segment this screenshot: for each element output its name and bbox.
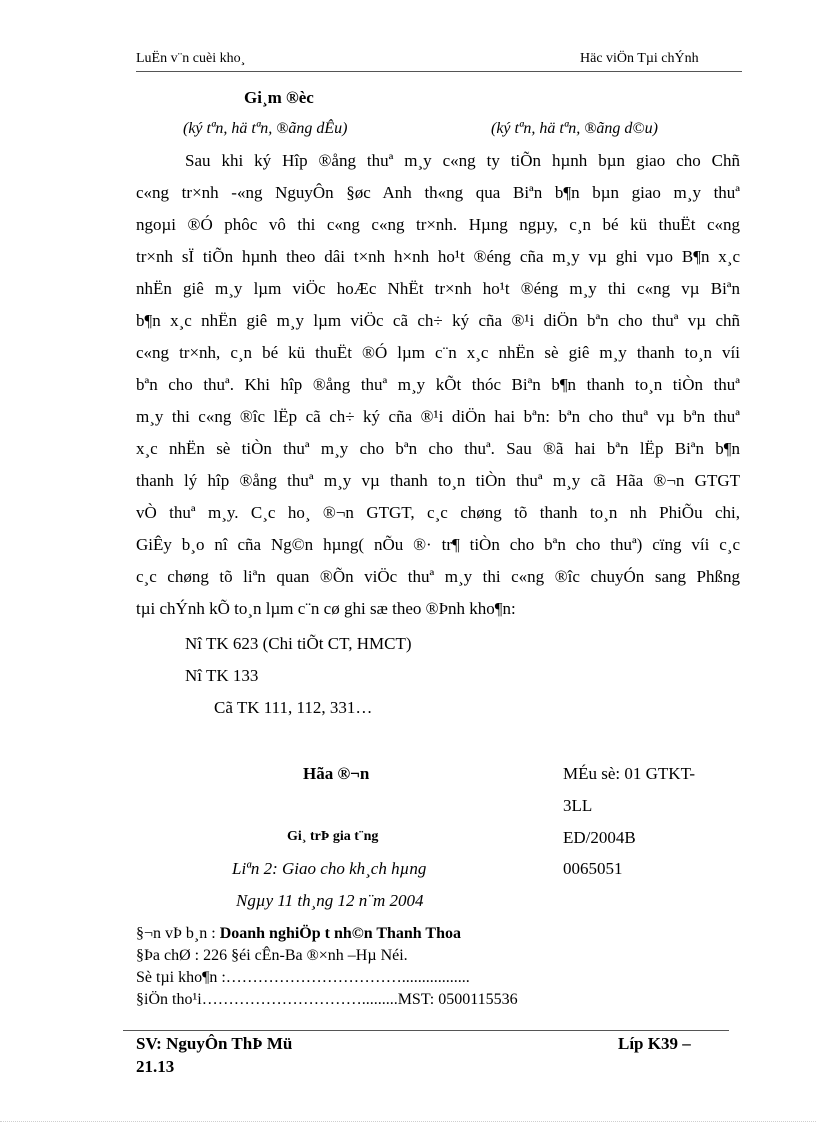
entry-credit: Cã TK 111, 112, 331… <box>214 698 373 717</box>
entry-debit-623: Nî TK 623 (Chi tiÕt CT, HMCT) <box>185 634 412 653</box>
invoice-title: Hãa ®¬n <box>303 764 370 783</box>
entry-debit-133: Nî TK 133 <box>185 666 259 685</box>
signature-left-note: (ký tªn, hä tªn, ®ãng dÊu) <box>183 120 348 137</box>
invoice-date: Ngµy 11 th¸ng 12 n¨m 2004 <box>236 891 424 910</box>
header-left: LuËn v¨n cuèi kho¸ <box>136 51 246 66</box>
paragraph-line: GiÊy b¸o nî cña Ng©n hµng( nÕu ®· tr¶ tiÒn cho bªn cho thuª) cïng víi c¸c <box>136 535 740 554</box>
signature-title: Gi¸m ®èc <box>244 88 314 107</box>
invoice-series: ED/2004B <box>563 828 636 847</box>
header-rule <box>136 71 742 72</box>
footer-student-cont: 21.13 <box>136 1057 175 1076</box>
seller-label: §¬n vÞ b¸n : <box>136 925 220 942</box>
seller-account: Sè tµi kho¶n :……………………………................. <box>136 969 470 986</box>
paragraph-line: tr×nh sÏ tiÕn hµnh theo dâi t×nh h×nh ho¹t ®éng cña m¸y vµ ghi vµo B¶n x¸c <box>136 247 740 266</box>
seller-line <box>136 925 461 943</box>
paragraph-line: vÒ thuª m¸y. C¸c ho¸ ®¬n GTGT, c¸c chøng tõ thanh to¸n nh PhiÕu chi, <box>136 503 740 522</box>
invoice-form-code-cont: 3LL <box>563 796 593 815</box>
footer-rule <box>123 1030 729 1031</box>
paragraph-line: c¸c chøng tõ liªn quan ®Õn viÖc thuª m¸y thi c«ng ®îc chuyÓn sang Phßng <box>136 567 740 586</box>
paragraph-line: c«ng tr×nh -«ng NguyÔn §øc Anh th«ng qua Biªn b¶n bµn giao m¸y thuª <box>136 183 740 202</box>
footer-student: SV: NguyÔn ThÞ Mü <box>136 1034 293 1053</box>
invoice-copy: Liªn 2: Giao cho kh¸ch hµng <box>232 859 427 878</box>
paragraph-line: nhËn giê m¸y lµm viÖc hoÆc NhËt tr×nh ho¹t ®éng m¸y thi c«ng vµ Biªn <box>136 279 740 298</box>
footer-class: Líp K39 – <box>618 1034 691 1053</box>
seller-name: Doanh nghiÖp t nh©n Thanh Thoa <box>219 925 461 942</box>
paragraph-line: x¸c nhËn sè tiÒn thuª m¸y cho bªn cho thuª. Sau ®ã hai bªn lËp Biªn b¶n <box>136 439 740 458</box>
paragraph-line: ngoµi ®Ó phôc vô thi c«ng c«ng tr×nh. Hµng ngµy, c¸n bé kü thuËt c«ng <box>136 215 740 234</box>
header-right: Häc viÖn Tµi chÝnh <box>580 51 699 66</box>
invoice-subtitle: Gi¸ trÞ gia t¨ng <box>287 829 379 844</box>
page-edge <box>0 1121 816 1122</box>
signature-right-note: (ký tªn, hä tªn, ®ãng d©u) <box>491 120 658 137</box>
paragraph-line: m¸y thi c«ng ®îc lËp cã ch÷ ký cña ®¹i diÖn hai bªn: bªn cho thuª vµ bªn thuª <box>136 407 740 426</box>
seller-phone-tax: §iÖn tho¹i………………………….........MST: 0500115536 <box>136 991 518 1008</box>
paragraph-line: b¶n x¸c nhËn giê m¸y lµm viÖc cã ch÷ ký cña ®¹i diÖn bªn cho thuª vµ chñ <box>136 311 740 330</box>
invoice-form-code: MÉu sè: 01 GTKT- <box>563 764 696 783</box>
paragraph-line: Sau khi ký Hîp ®ång thuª m¸y c«ng ty tiÕn hµnh bµn giao cho Chñ <box>185 151 740 170</box>
seller-address: §Þa chØ : 226 §éi cÊn-Ba ®×nh –Hµ Néi. <box>136 947 408 964</box>
paragraph-line: c«ng tr×nh, c¸n bé kü thuËt ®Ó lµm c¨n x¸c nhËn sè giê m¸y thanh to¸n víi <box>136 343 740 362</box>
paragraph-line: bªn cho thuª. Khi hîp ®ång thuª m¸y kÕt thóc Biªn b¶n thanh to¸n tiÒn thuª <box>136 375 740 394</box>
invoice-number: 0065051 <box>563 859 623 878</box>
paragraph-line: tµi chÝnh kÕ to¸n lµm c¨n cø ghi sæ theo ®Þnh kho¶n: <box>136 599 516 618</box>
paragraph-line: thanh lý hîp ®ång thuª m¸y vµ thanh to¸n tiÒn thuª m¸y cã Hãa ®¬n GTGT <box>136 471 740 490</box>
